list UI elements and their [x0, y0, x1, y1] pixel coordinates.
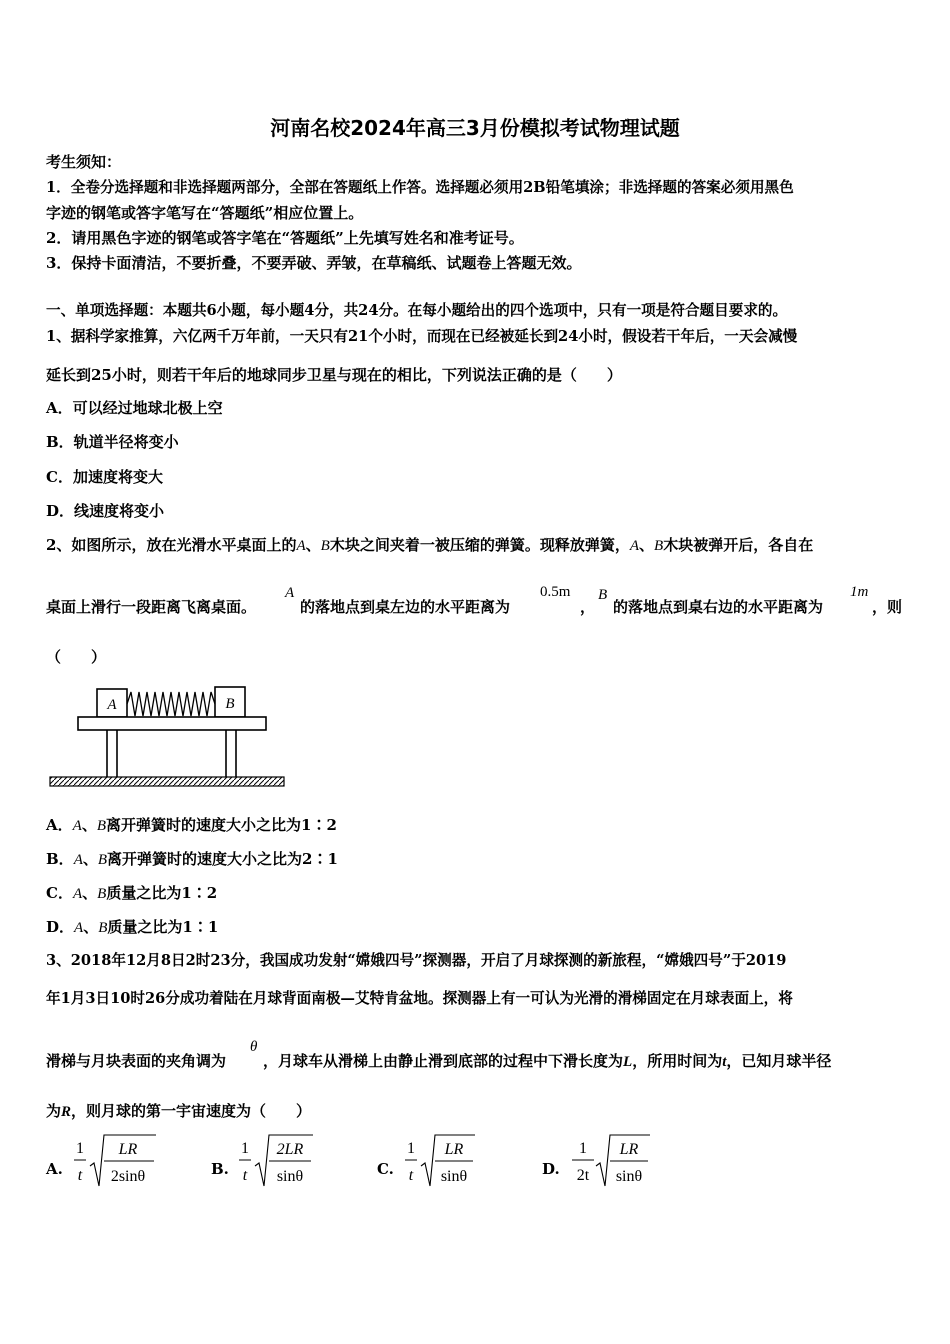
notice-line-1a: 1．全卷分选择题和非选择题两部分，全部在答题纸上作答。选择题必须用2B铅笔填涂；非选择题的答案必须用黑色: [46, 179, 794, 196]
q3-stem-line3: ，月球车从滑梯上由静止滑到底部的过程中下滑长度为L，所用时间为t，已知月球半径: [263, 1052, 832, 1070]
svg-text:2LR: 2LR: [276, 1141, 304, 1158]
q1-option-d: D．线速度将变小: [46, 502, 165, 520]
svg-text:1: 1: [579, 1140, 587, 1157]
q2-option-b: B．A、B离开弹簧时的速度大小之比为2∶1: [46, 850, 338, 868]
q2-stem-line2a: 桌面上滑行一段距离飞离桌面。: [46, 598, 257, 616]
q2-stem-line1: 2、如图所示，放在光滑水平桌面上的A、B木块之间夹着一被压缩的弹簧。现释放弹簧，A、B木块被弹开后，各自在: [46, 536, 814, 554]
notice-line-3: 3．保持卡面清洁，不要折叠，不要弄破、弄皱，在草稿纸、试题卷上答题无效。: [46, 254, 582, 272]
q2-comma: ，: [580, 598, 596, 616]
q3-option-c-label: C.: [377, 1160, 394, 1178]
q1-option-c: C．加速度将变大: [46, 468, 163, 486]
svg-text:sinθ: sinθ: [440, 1168, 468, 1185]
block-a-label: A: [107, 697, 117, 713]
svg-text:sinθ: sinθ: [615, 1168, 643, 1185]
q3-stem-line1: 3、2018年12月8日2时23分，我国成功发射“嫦娥四号”探测器，开启了月球探测的新旅程，“嫦娥四号”于2019: [46, 952, 787, 969]
svg-text:2sinθ: 2sinθ: [110, 1168, 146, 1185]
svg-text:1: 1: [241, 1140, 249, 1157]
q3-option-a-formula: [72, 1130, 192, 1190]
block-b-label: B: [225, 696, 235, 712]
q2-option-d: D．A、B质量之比为1∶1: [46, 918, 219, 936]
svg-text:LR: LR: [118, 1141, 138, 1158]
q3-option-b-formula: [237, 1130, 357, 1190]
spring: [127, 692, 215, 716]
svg-text:t: t: [242, 1167, 248, 1184]
svg-text:1: 1: [407, 1140, 415, 1157]
svg-text:2t: 2t: [576, 1167, 590, 1184]
notice-heading: 考生须知：: [46, 153, 122, 171]
q3-stem-line3a: 滑梯与月块表面的夹角调为: [46, 1052, 227, 1070]
svg-text:1: 1: [76, 1140, 84, 1157]
q3-option-d-label: D.: [542, 1160, 560, 1178]
q2-distance-b: 1m: [850, 584, 869, 600]
q2-option-c: C．A、B质量之比为1∶2: [46, 884, 218, 902]
q1-option-b: B．轨道半径将变小: [46, 433, 179, 451]
q1-stem-line1: 1、据科学家推算，六亿两千万年前，一天只有21个小时，而现在已经被延长到24小时，假设若干年后，一天会减慢: [46, 328, 798, 345]
svg-text:LR: LR: [444, 1141, 464, 1158]
svg-text:t: t: [408, 1167, 414, 1184]
q1-option-a: A．可以经过地球北极上空: [46, 399, 223, 417]
svg-text:LR: LR: [619, 1141, 639, 1158]
q2-stem-line3: （ ）: [46, 648, 107, 666]
q3-option-d-formula: [570, 1130, 690, 1190]
q3-option-a-label: A.: [46, 1160, 63, 1178]
svg-text:t: t: [77, 1167, 83, 1184]
q2-figure: [44, 680, 294, 795]
q2-option-a: A．A、B离开弹簧时的速度大小之比为1∶2: [46, 816, 337, 834]
q3-stem-line4: 为R，则月球的第一宇宙速度为（ ）: [46, 1102, 312, 1120]
svg-text:sinθ: sinθ: [276, 1168, 304, 1185]
notice-line-2: 2．请用黑色字迹的钢笔或答字笔在“答题纸”上先填写姓名和准考证号。: [46, 229, 524, 247]
q1-stem-line2: 延长到25小时，则若干年后的地球同步卫星与现在的相比，下列说法正确的是（ ）: [46, 366, 622, 384]
q2-distance-a: 0.5m: [540, 584, 571, 600]
page-title: 河南名校2024年高三3月份模拟考试物理试题: [270, 116, 680, 140]
notice-line-1b: 字迹的钢笔或答字笔写在“答题纸”相应位置上。: [46, 204, 364, 222]
q2-stem-line2c: 的落地点到桌右边的水平距离为: [613, 598, 824, 616]
ground: [50, 777, 284, 786]
q2-stem-line2b: 的落地点到桌左边的水平距离为: [300, 598, 511, 616]
q2-label-a: A: [285, 585, 295, 601]
q2-label-b: B: [598, 587, 608, 603]
q3-option-c-formula: [403, 1130, 523, 1190]
q3-stem-line2: 年1月3日10时26分成功着陆在月球背面南极—艾特肯盆地。探测器上有一可认为光滑的滑梯固定在月球表面上，将: [46, 990, 793, 1007]
table-top: [78, 717, 266, 730]
q2-stem-line2d: ，则: [872, 598, 903, 616]
q3-option-b-label: B.: [211, 1160, 229, 1178]
section-heading: 一、单项选择题：本题共6小题，每小题4分，共24分。在每小题给出的四个选项中，只有一项是符合题目要求的。: [46, 302, 788, 319]
q3-theta: θ: [250, 1039, 258, 1055]
